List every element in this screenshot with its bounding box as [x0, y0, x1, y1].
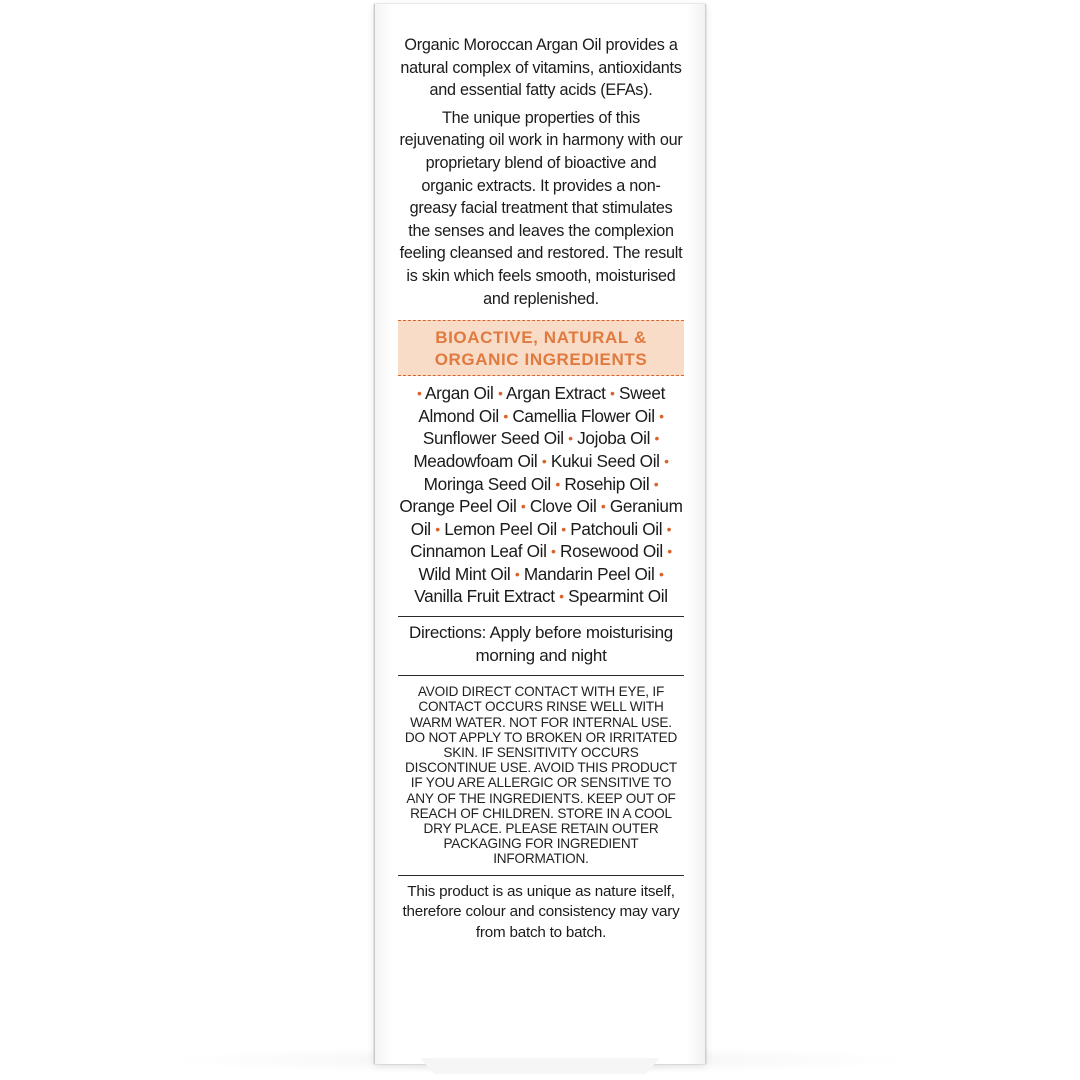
- ingredient-item: Wild Mint Oil: [418, 563, 511, 584]
- ingredient-item: Mandarin Peel Oil: [523, 563, 655, 584]
- bullet-icon: •: [497, 385, 503, 402]
- bullet-icon: •: [541, 452, 547, 469]
- bullet-icon: •: [667, 543, 672, 560]
- ingredient-item: Sweet Almond Oil: [418, 383, 666, 426]
- bullet-icon: •: [658, 565, 664, 582]
- directions-text: Apply before moisturising morning and night: [475, 623, 673, 665]
- bullet-icon: •: [664, 452, 669, 469]
- bullet-icon: •: [555, 475, 560, 492]
- intro-section: [398, 34, 684, 310]
- ingredient-item: Sunflower Seed Oil: [422, 428, 564, 449]
- bullet-icon: •: [551, 543, 556, 560]
- intro-paragraph-1: Organic Moroccan Argan Oil provides a natural complex of vitamins, antioxidants and essential fatty acids (EFAs).: [400, 36, 682, 100]
- ingredients-heading-line-2: ORGANIC INGREDIENTS: [434, 350, 648, 370]
- ingredient-item: Clove Oil: [529, 496, 597, 517]
- bullet-icon: •: [666, 520, 672, 537]
- ingredient-item: Camellia Flower Oil: [512, 405, 655, 426]
- bullet-icon: •: [416, 385, 422, 402]
- bullet-icon: •: [435, 520, 440, 537]
- bullet-icon: •: [610, 385, 615, 402]
- ingredient-item: Rosewood Oil: [560, 541, 663, 562]
- ingredient-item: Moringa Seed Oil: [423, 473, 551, 494]
- bullet-icon: •: [514, 565, 520, 582]
- bullet-icon: •: [654, 430, 660, 447]
- bullet-icon: •: [568, 430, 573, 447]
- ingredient-item: Geranium Oil: [410, 496, 683, 539]
- bullet-icon: •: [653, 475, 659, 492]
- bullet-icon: •: [561, 520, 566, 537]
- carton-bottom-flap: [420, 1058, 660, 1074]
- warning-text: AVOID DIRECT CONTACT WITH EYE, IF CONTACT OCCURS RINSE WELL WITH WARM WATER. NOT FOR INTERNAL USE. DO NOT APPLY TO BROKEN OR IRRITATED SKIN. IF SENSITIVITY OCCURS DISCONTINUE USE. AVOID THIS PRODUCT IF YOU ARE ALLERGIC OR SENSITIVE TO ANY OF THE INGREDIENTS. KEEP OUT OF REACH OF CHILDREN. STORE IN A COOL DRY PLACE. PLEASE RETAIN OUTER PACKAGING FOR INGREDIENT INFORMATION.: [404, 684, 678, 867]
- ingredients-heading-line-1: BIOACTIVE, NATURAL &: [435, 328, 647, 348]
- carton-left-edge: [374, 4, 375, 1064]
- bullet-icon: •: [600, 498, 606, 515]
- ingredient-item: Argan Oil: [425, 383, 494, 404]
- directions-section: [398, 617, 684, 675]
- carton-right-edge: [705, 4, 706, 1064]
- ingredient-item: Patchouli Oil: [570, 518, 663, 539]
- ingredient-item: Argan Extract: [505, 383, 606, 404]
- ingredient-item: Lemon Peel Oil: [444, 518, 557, 539]
- ingredients-list: [398, 382, 684, 608]
- intro-paragraph-2: The unique properties of this rejuvenating oil work in harmony with our proprietary blend of bioactive and organic extracts. It provides a non-greasy facial treatment that stimulates the senses and leaves the complexion feeling cleansed and restored. The result is skin which feels smooth, moisturised and replenished.: [399, 108, 683, 308]
- bullet-icon: •: [520, 498, 526, 515]
- ingredient-item: Spearmint Oil: [568, 586, 668, 607]
- bullet-icon: •: [503, 407, 508, 424]
- ingredient-item: Vanilla Fruit Extract: [414, 586, 555, 607]
- ingredient-item: Kukui Seed Oil: [550, 450, 660, 471]
- ingredient-item: Jojoba Oil: [577, 428, 651, 449]
- carton-text: [398, 34, 684, 943]
- ingredient-item: Meadowfoam Oil: [413, 450, 538, 471]
- batch-variation-note: This product is as unique as nature itself, therefore colour and consistency may vary from batch to batch.: [402, 882, 680, 941]
- bullet-icon: •: [659, 407, 664, 424]
- bullet-icon: •: [559, 588, 564, 605]
- ingredients-heading: [398, 320, 684, 376]
- ingredient-item: Rosehip Oil: [564, 473, 650, 494]
- ingredient-item: Orange Peel Oil: [399, 496, 517, 517]
- ingredient-item: Cinnamon Leaf Oil: [410, 541, 547, 562]
- directions-label: Directions:: [409, 623, 487, 643]
